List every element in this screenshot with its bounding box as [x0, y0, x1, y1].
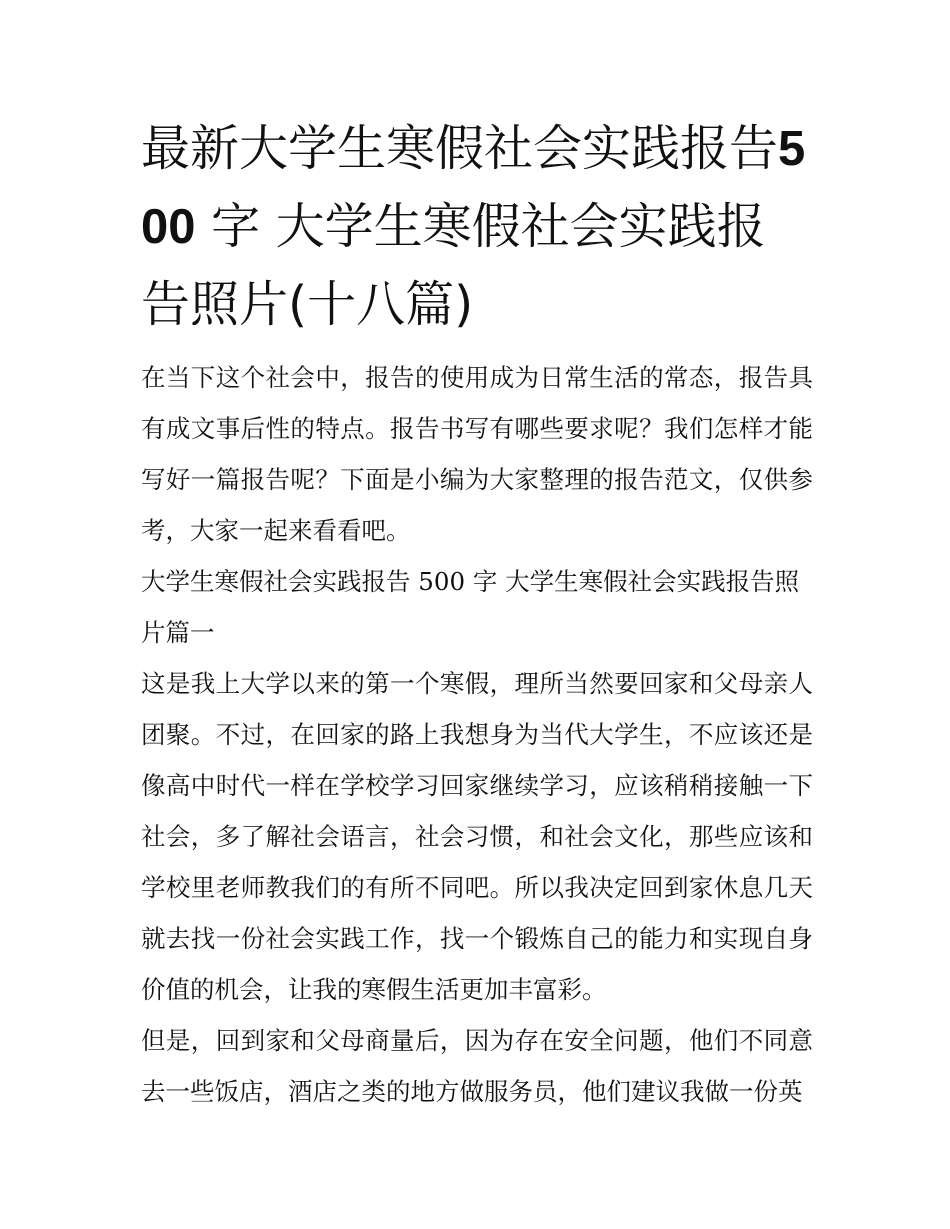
body-paragraph-1: 这是我上大学以来的第一个寒假，理所当然要回家和父母亲人团聚。不过，在回家的路上我想身为当代大学生，不应该还是像高中时代一样在学校学习回家继续学习，应该稍稍接触一下社会，多了解社会语言，社会习惯，和社会文化，那些应该和学校里老师教我们的有所不同吧。所以我决定回到家休息几天就去找一份社会实践工作，找一个锻炼自己的能力和实现自身价值的机会，让我的寒假生活更加丰富彩。 — [141, 669, 813, 1004]
document-title — [141, 110, 813, 344]
body-paragraph-2: 但是，回到家和父母商量后，因为存在安全问题，他们不同意去一些饭店，酒店之类的地方做服务员，他们建议我做一份英 — [141, 1026, 813, 1106]
intro-paragraph: 在当下这个社会中，报告的使用成为日常生活的常态，报告具有成文事后性的特点。报告书写有哪些要求呢？我们怎样才能写好一篇报告呢？下面是小编为大家整理的报告范文，仅供参考，大家一起来看看吧。 — [141, 363, 813, 545]
title-text-part1: 最新大学生寒假社会实践报告 — [141, 120, 779, 177]
title-text-part2: 字 大学生寒假社会实践报告照片(十八篇) — [141, 198, 766, 333]
document-page — [141, 110, 813, 1117]
title-number: 500 — [141, 122, 806, 254]
section-heading: 大学生寒假社会实践报告 500 字 大学生寒假社会实践报告照片篇一 — [141, 567, 800, 647]
